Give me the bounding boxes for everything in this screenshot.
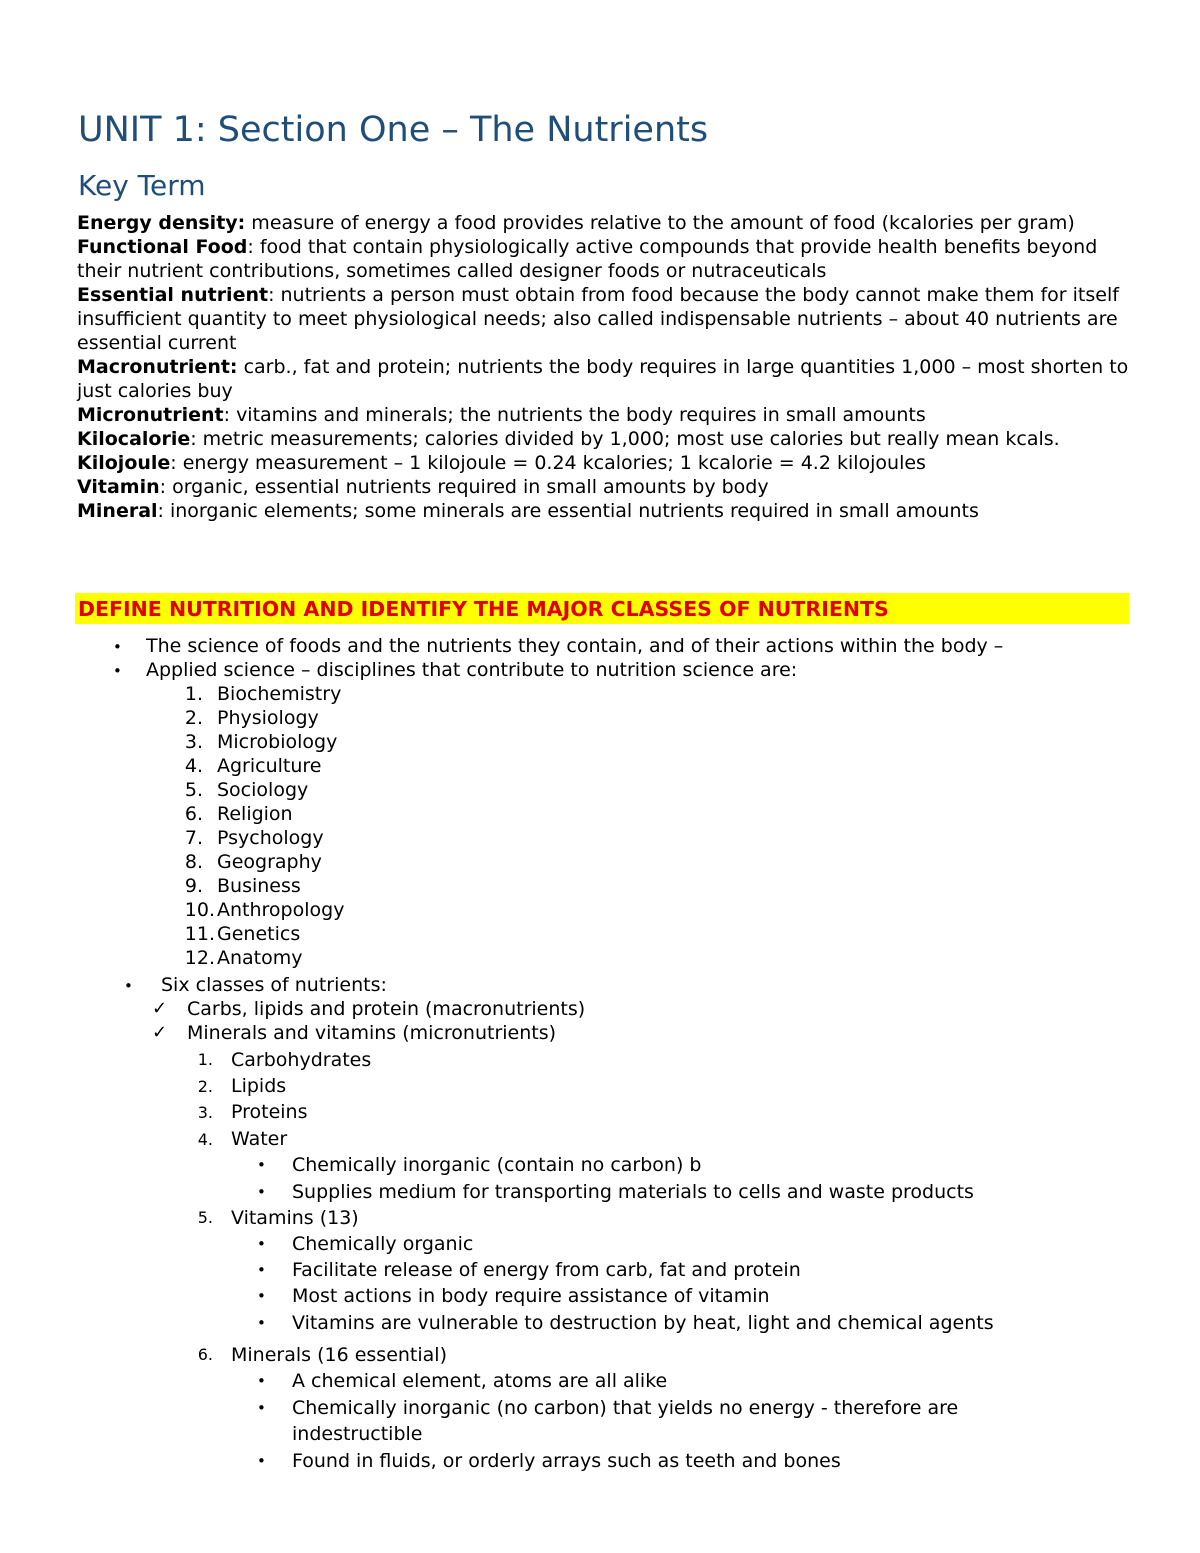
key-term-heading: Key Term <box>78 169 206 202</box>
list-number: 11. <box>184 923 215 945</box>
list-item: Agriculture <box>217 755 322 777</box>
class-detail: Facilitate release of energy from carb, fat and protein <box>292 1259 801 1281</box>
term-label: Essential nutrient <box>77 284 269 306</box>
check-item: Minerals and vitamins (micronutrients) <box>187 1022 557 1044</box>
list-item: Sociology <box>217 779 309 801</box>
term-label: Micronutrient <box>77 404 224 426</box>
class-detail-continuation: indestructible <box>292 1423 423 1445</box>
check-item: Carbs, lipids and protein (macronutrients) <box>187 998 586 1020</box>
term-definition: : food that contain physiologically active compounds that provide health benefits beyond their nutrient contributions, sometimes called designer foods or nutraceuticals <box>77 236 1098 282</box>
term-definition: carb., fat and protein; nutrients the body requires in large quantities 1,000 – most shorten to just calories buy <box>77 356 1129 402</box>
term-essential-nutrient <box>77 283 1137 355</box>
list-number: 1. <box>184 683 203 705</box>
class-detail: Most actions in body require assistance of vitamin <box>292 1285 770 1307</box>
bullet-marker: • <box>113 638 122 656</box>
bullet-marker: • <box>257 1261 266 1279</box>
bullet-marker: • <box>257 1235 266 1253</box>
list-number: 1. <box>197 1050 213 1069</box>
class-detail: Found in fluids, or orderly arrays such as teeth and bones <box>292 1450 841 1472</box>
term-definition: : energy measurement – 1 kilojoule = 0.24 kcalories; 1 kcalorie = 4.2 kilojoules <box>170 452 926 474</box>
list-item: Genetics <box>217 923 301 945</box>
term-kilocalorie <box>77 427 1137 451</box>
term-label: Functional Food <box>77 236 248 258</box>
bullet-item: Applied science – disciplines that contribute to nutrition science are: <box>146 659 798 681</box>
term-definition: : vitamins and minerals; the nutrients the body requires in small amounts <box>223 404 926 426</box>
term-micronutrient <box>77 403 1137 427</box>
bullet-marker: • <box>257 1287 266 1305</box>
bullet-marker: • <box>257 1372 266 1390</box>
list-number: 10. <box>184 899 215 921</box>
class-detail: Chemically organic <box>292 1233 474 1255</box>
list-number: 6. <box>184 803 203 825</box>
list-item: Physiology <box>217 707 319 729</box>
term-definition: : metric measurements; calories divided by 1,000; most use calories but really mean kcals. <box>190 428 1060 450</box>
list-number: 5. <box>184 779 203 801</box>
term-macronutrient <box>77 355 1137 403</box>
list-item: Geography <box>217 851 322 873</box>
term-label: Kilojoule <box>77 452 171 474</box>
term-definition: : nutrients a person must obtain from food because the body cannot make them for itself insufficient quantity to meet physiological needs; also called indispensable nutrients – about 40 nutrients are essential current <box>77 284 1119 354</box>
list-number: 12. <box>184 947 215 969</box>
bullet-marker: • <box>124 977 133 995</box>
class-label: Vitamins (13) <box>231 1207 359 1229</box>
bullet-marker: • <box>257 1452 266 1470</box>
class-detail: A chemical element, atoms are all alike <box>292 1370 668 1392</box>
term-energy-density <box>77 211 1137 235</box>
six-classes-label: Six classes of nutrients: <box>161 974 387 996</box>
class-label: Lipids <box>231 1075 287 1097</box>
bullet-marker: • <box>257 1156 266 1174</box>
term-label: Macronutrient: <box>77 356 238 378</box>
section-heading: DEFINE NUTRITION AND IDENTIFY THE MAJOR CLASSES OF NUTRIENTS <box>78 597 889 621</box>
list-number: 2. <box>184 707 203 729</box>
term-definition: : organic, essential nutrients required in small amounts by body <box>159 476 769 498</box>
bullet-marker: • <box>257 1314 266 1332</box>
list-number: 2. <box>197 1077 213 1096</box>
list-number: 7. <box>184 827 203 849</box>
term-label: Mineral <box>77 500 158 522</box>
term-functional-food <box>77 235 1137 283</box>
term-mineral <box>77 499 1137 523</box>
list-number: 3. <box>184 731 203 753</box>
term-vitamin <box>77 475 1137 499</box>
list-number: 4. <box>184 755 203 777</box>
class-detail: Chemically inorganic (contain no carbon) b <box>292 1154 702 1176</box>
term-label: Vitamin <box>77 476 160 498</box>
list-number: 6. <box>197 1345 213 1364</box>
page-title: UNIT 1: Section One – The Nutrients <box>78 110 709 150</box>
check-icon: ✓ <box>152 998 168 1019</box>
class-label: Carbohydrates <box>231 1049 372 1071</box>
bullet-marker: • <box>113 662 122 680</box>
list-item: Biochemistry <box>217 683 342 705</box>
term-label: Kilocalorie <box>77 428 191 450</box>
list-item: Anatomy <box>217 947 303 969</box>
list-number: 9. <box>184 875 203 897</box>
term-definition: measure of energy a food provides relative to the amount of food (kcalories per gram) <box>245 212 1075 234</box>
check-icon: ✓ <box>152 1022 168 1043</box>
class-label: Water <box>231 1128 288 1150</box>
class-label: Minerals (16 essential) <box>231 1344 447 1366</box>
list-number: 3. <box>197 1103 213 1122</box>
list-item: Microbiology <box>217 731 338 753</box>
class-detail: Vitamins are vulnerable to destruction by heat, light and chemical agents <box>292 1312 994 1334</box>
bullet-item: The science of foods and the nutrients they contain, and of their actions within the body – <box>146 635 1004 657</box>
section-heading-highlight <box>75 593 1129 624</box>
list-item: Business <box>217 875 301 897</box>
class-detail: Chemically inorganic (no carbon) that yields no energy - therefore are <box>292 1397 959 1419</box>
list-item: Psychology <box>217 827 324 849</box>
list-number: 5. <box>197 1208 213 1227</box>
bullet-marker: • <box>257 1399 266 1417</box>
term-label: Energy density: <box>77 212 246 234</box>
list-item: Anthropology <box>217 899 345 921</box>
class-detail: Supplies medium for transporting materials to cells and waste products <box>292 1181 974 1203</box>
key-terms-list <box>77 211 1137 523</box>
term-kilojoule <box>77 451 1137 475</box>
term-definition: : inorganic elements; some minerals are essential nutrients required in small amounts <box>157 500 979 522</box>
list-item: Religion <box>217 803 293 825</box>
bullet-marker: • <box>257 1183 266 1201</box>
list-number: 8. <box>184 851 203 873</box>
list-number: 4. <box>197 1130 213 1149</box>
class-label: Proteins <box>231 1101 308 1123</box>
